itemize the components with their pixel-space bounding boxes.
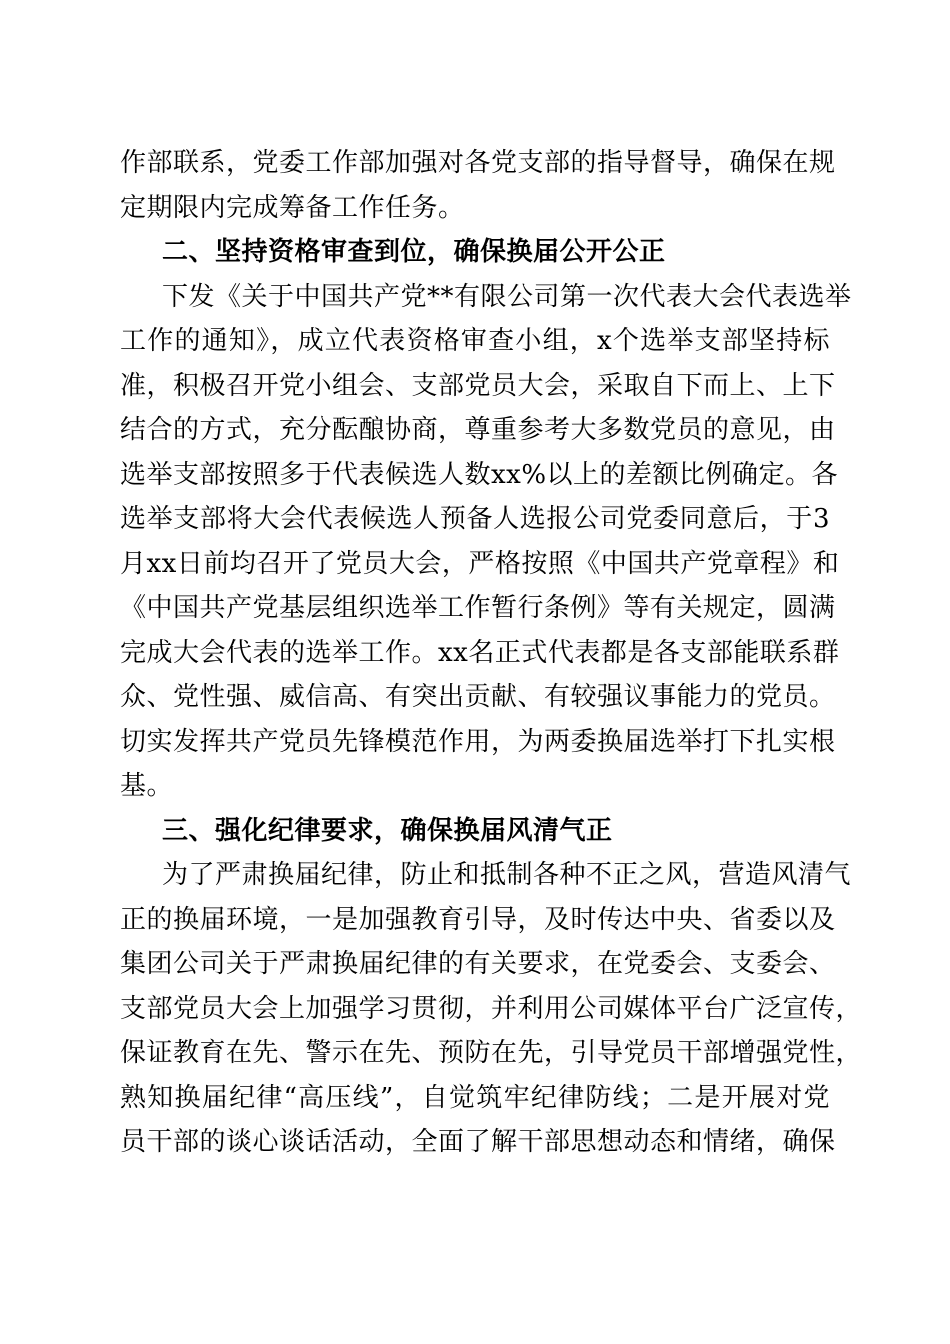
body-line: 为了严肃换届纪律，防止和抵制各种不正之风，营造风清气 bbox=[162, 860, 852, 890]
body-line: 支部党员大会上加强学习贯彻，并利用公司媒体平台广泛宣传， bbox=[120, 993, 863, 1024]
body-line: 选举支部按照多于代表候选人数xx%以上的差额比例确定。各 bbox=[120, 459, 839, 490]
body-line: 作部联系，党委工作部加强对各党支部的指导督导，确保在规 bbox=[120, 148, 836, 178]
body-line: 准，积极召开党小组会、支部党员大会，采取自下而上、上下 bbox=[120, 370, 836, 401]
body-line: 正的换届环境，一是加强教育引导，及时传达中央、省委以及 bbox=[120, 904, 836, 935]
body-line: 选举支部将大会代表候选人预备人选报公司党委同意后，于3 bbox=[120, 504, 830, 534]
body-line: 月xx日前均召开了党员大会，严格按照《中国共产党章程》和 bbox=[120, 548, 840, 579]
body-line: 众、党性强、威信高、有突出贡献、有较强议事能力的党员。 bbox=[120, 682, 836, 712]
body-line: 定期限内完成筹备工作任务。 bbox=[120, 192, 465, 223]
body-line: 下发《关于中国共产党**有限公司第一次代表大会代表选举 bbox=[162, 281, 852, 312]
document-page bbox=[120, 141, 863, 1165]
body-line: 基。 bbox=[120, 771, 174, 801]
body-line: 熟知换届纪律“高压线”，自觉筑牢纪律防线；二是开展对党 bbox=[120, 1082, 830, 1113]
section-heading: 二、坚持资格审查到位，确保换届公开公正 bbox=[162, 237, 666, 267]
body-line: 《中国共产党基层组织选举工作暂行条例》等有关规定，圆满 bbox=[120, 593, 836, 623]
body-line: 员干部的谈心谈话活动，全面了解干部思想动态和情绪，确保 bbox=[120, 1127, 836, 1157]
body-line: 集团公司关于严肃换届纪律的有关要求，在党委会、支委会、 bbox=[120, 949, 836, 979]
body-line: 结合的方式，充分酝酿协商，尊重参考大多数党员的意见，由 bbox=[120, 415, 836, 445]
body-line: 完成大会代表的选举工作。xx名正式代表都是各支部能联系群 bbox=[120, 637, 840, 668]
body-line: 保证教育在先、警示在先、预防在先，引导党员干部增强党性， bbox=[120, 1038, 863, 1068]
body-line: 切实发挥共产党员先锋模范作用，为两委换届选举打下扎实根 bbox=[120, 726, 836, 757]
section-heading: 三、强化纪律要求，确保换届风清气正 bbox=[162, 815, 613, 846]
body-line: 工作的通知》，成立代表资格审查小组，x个选举支部坚持标 bbox=[120, 326, 830, 356]
